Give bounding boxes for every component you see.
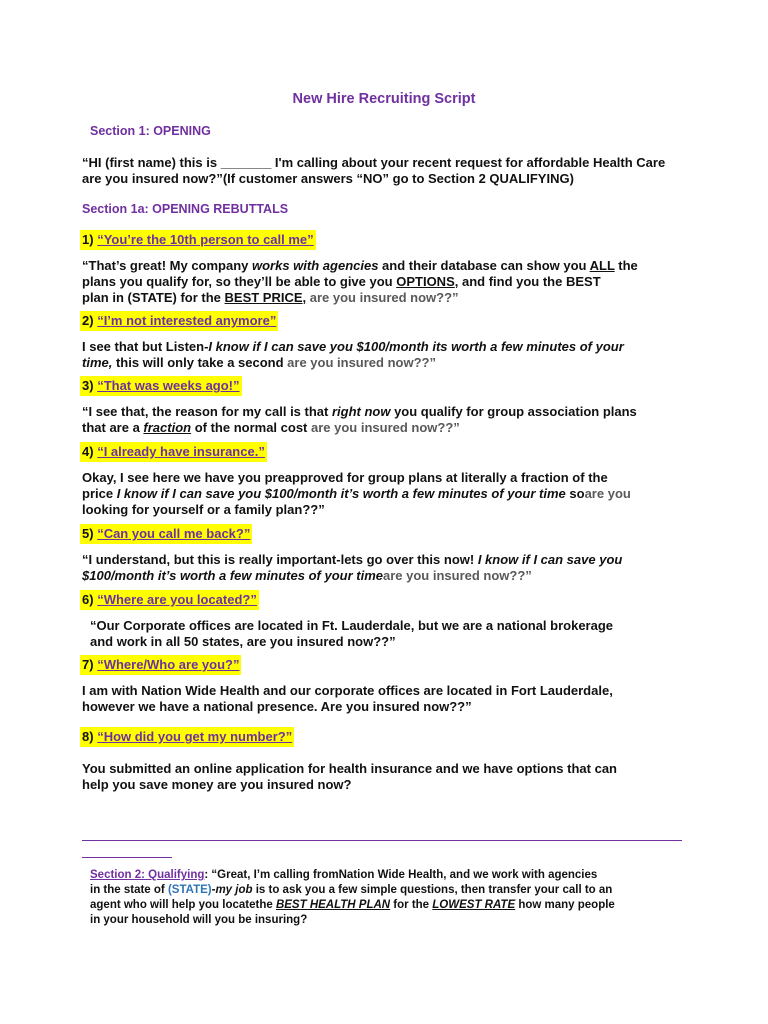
rebuttal-5-heading (80, 524, 252, 544)
text-run: agent who will help you locate (90, 899, 256, 911)
text-run: “I see that, the reason for my call is that (82, 404, 332, 419)
text-run: how many people (515, 899, 615, 911)
text-run: the (255, 899, 276, 911)
text-run: , and find you the BEST (454, 274, 601, 289)
rebuttal-1-number: 1) (82, 232, 94, 247)
text-run: OPTIONS (396, 274, 455, 289)
rebuttal-2-question: “I’m not interested anymore” (97, 313, 277, 328)
section1-paragraph (82, 155, 665, 187)
text-run: are you (584, 486, 631, 501)
text-run: $100/month it’s worth a few minutes of your time (82, 568, 383, 583)
section2-label: Section 2: Qualifying (90, 869, 205, 881)
rebuttal-8-answer (82, 761, 617, 793)
text-run: - (211, 884, 216, 896)
text-run: looking for yourself or a family plan??” (82, 502, 325, 517)
rebuttal-7-number: 7) (82, 657, 94, 672)
section2-paragraph (90, 868, 615, 928)
text-run: so (565, 486, 585, 501)
section1-line2: are you insured now?”(If customer answers “NO” go to Section 2 QUALIFYING) (82, 171, 574, 186)
text-run: right now (331, 404, 391, 419)
rebuttal-7-heading (80, 655, 241, 675)
text-run: ALL (589, 258, 615, 273)
text-run: I know if I can save you $100/month it’s worth a few minutes of your time (116, 486, 566, 501)
text-run: in your household will you be insuring? (90, 914, 308, 926)
rebuttal-6-question: “Where are you located?” (97, 592, 257, 607)
rebuttal-8-question: “How did you get my number?” (97, 729, 293, 744)
state-placeholder: (STATE) (167, 884, 212, 896)
rebuttal-6-number: 6) (82, 592, 94, 607)
rebuttal-4-heading (80, 442, 267, 462)
text-run: “I understand, but this is really important-lets go over this now! (82, 552, 478, 567)
rebuttal-2-heading (80, 311, 278, 331)
text-run: this will only take a second (112, 355, 288, 370)
section-divider-short (82, 857, 172, 858)
rebuttal-5-number: 5) (82, 526, 94, 541)
rebuttal-4-question: “I already have insurance.” (97, 444, 265, 459)
text-run: you qualify for group association plans (390, 404, 637, 419)
text-run: are you insured now??” (306, 290, 459, 305)
rebuttal-8-heading (80, 727, 294, 747)
text-run: time, (82, 355, 113, 370)
text-run: plan in (STATE) for the (82, 290, 225, 305)
rebuttal-3-answer (82, 404, 637, 436)
rebuttal-3-heading (80, 376, 242, 396)
text-run: I know if I can save you (477, 552, 623, 567)
text-run: are you insured now??” (311, 420, 460, 435)
rebuttal-6-heading (80, 590, 259, 610)
text-run: my job (215, 884, 253, 896)
text-run: that are a (82, 420, 144, 435)
text-run: and work in all 50 states, are you insured now??” (90, 634, 396, 649)
document-title: New Hire Recruiting Script (292, 91, 476, 107)
text-run: fraction (143, 420, 192, 435)
text-run: Okay, I see here we have you preapproved for group plans at literally a fraction of the (82, 470, 608, 485)
rebuttal-1-answer (82, 258, 638, 306)
rebuttal-7-question: “Where/Who are you?” (97, 657, 240, 672)
rebuttal-5-question: “Can you call me back?” (97, 526, 251, 541)
section1a-heading: Section 1a: OPENING REBUTTALS (82, 202, 289, 216)
text-run: price (82, 486, 117, 501)
rebuttal-1-question: “You’re the 10th person to call me” (97, 232, 314, 247)
text-run: are you insured now??” (287, 355, 436, 370)
text-run: works with agencies (252, 258, 379, 273)
text-run: of the normal cost (191, 420, 311, 435)
text-run: BEST HEALTH PLAN (275, 899, 391, 911)
text-run: for the (390, 899, 433, 911)
text-run: I see that but Listen- (82, 339, 209, 354)
text-run: You submitted an online application for health insurance and we have options that can (82, 761, 617, 776)
text-run: I am with Nation Wide Health and our corporate offices are located in Fort Lauderdale, (82, 683, 613, 698)
text-run: plans you qualify for, so they’ll be able to give you (82, 274, 397, 289)
rebuttal-5-answer (82, 552, 622, 584)
text-run: BEST PRICE, (224, 290, 307, 305)
rebuttal-3-question: “That was weeks ago!” (97, 378, 240, 393)
rebuttal-8-number: 8) (82, 729, 94, 744)
rebuttal-2-number: 2) (82, 313, 94, 328)
rebuttal-2-answer (82, 339, 624, 371)
text-run: and their database can show you (378, 258, 590, 273)
text-run: the (614, 258, 638, 273)
text-run: I know if I can save you $100/month its worth a few minutes of your (208, 339, 624, 354)
section-divider (82, 840, 682, 841)
section1-line1: “HI (first name) this is _______ I'm calling about your recent request for affordable Health Care (82, 155, 666, 170)
text-run: is to ask you a few simple questions, then transfer your call to an (252, 884, 613, 896)
text-run: however we have a national presence. Are you insured now??” (82, 699, 472, 714)
rebuttal-6-answer (90, 618, 613, 650)
text-run: “Our Corporate offices are located in Ft. Lauderdale, but we are a national brokerage (90, 618, 614, 633)
text-run: in the state of (90, 884, 168, 896)
rebuttal-1-heading (80, 230, 316, 250)
text-run: Nation Wide Health, and we work with agencies (338, 869, 598, 881)
text-run: help you save money are you insured now? (82, 777, 352, 792)
rebuttal-3-number: 3) (82, 378, 94, 393)
text-run: : “Great, I’m calling from (204, 869, 339, 881)
text-run: “That’s great! My company (82, 258, 252, 273)
rebuttal-7-answer (82, 683, 613, 715)
section1-heading: Section 1: OPENING (90, 124, 211, 138)
rebuttal-4-answer (82, 470, 631, 518)
text-run: LOWEST RATE (432, 899, 516, 911)
rebuttal-4-number: 4) (82, 444, 94, 459)
text-run: are you insured now??” (382, 568, 532, 583)
